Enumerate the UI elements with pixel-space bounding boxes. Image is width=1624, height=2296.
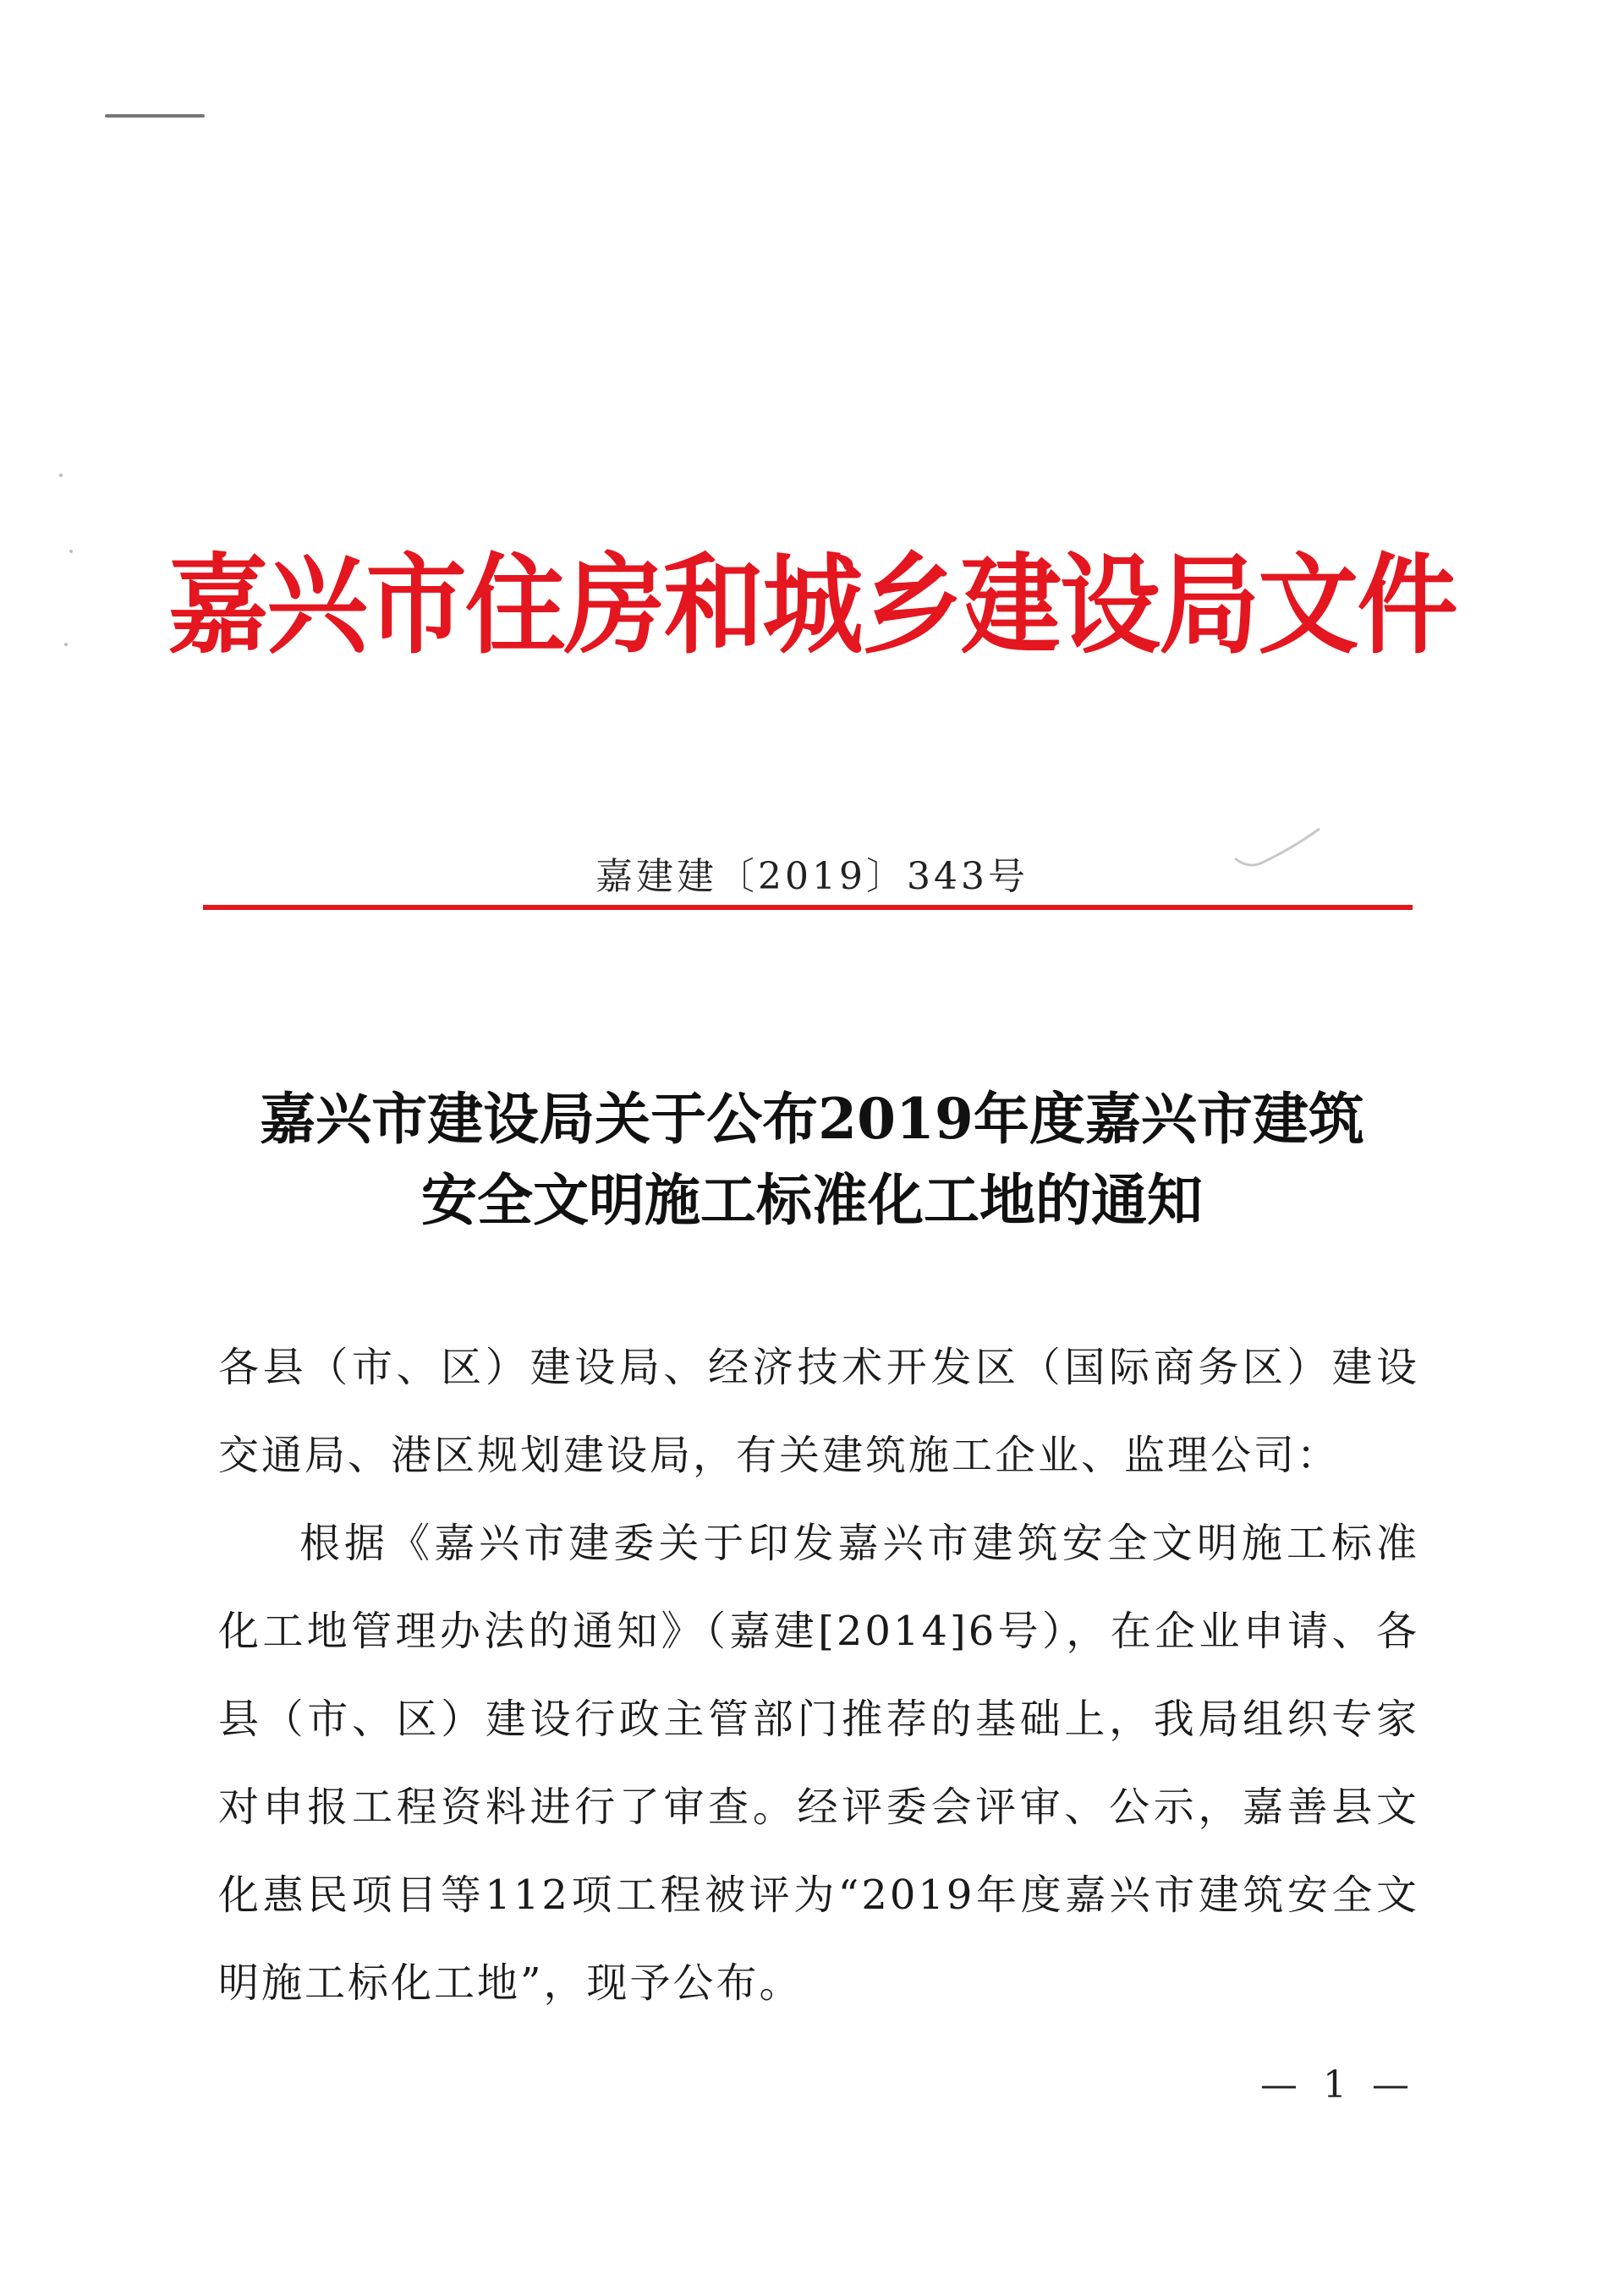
- page-number: — 1 —: [1260, 2063, 1416, 2107]
- letterhead-title: 嘉兴市住房和城乡建设局文件: [167, 542, 1457, 669]
- red-divider-line: [203, 905, 1413, 910]
- scan-mark: [105, 114, 205, 118]
- document-body: [218, 1323, 1419, 2027]
- title-line-1: 嘉兴市建设局关于公布2019年度嘉兴市建筑: [260, 1086, 1364, 1152]
- title-line-2: 安全文明施工标准化工地的通知: [421, 1167, 1203, 1233]
- scan-speck: [59, 474, 63, 477]
- document-number: 嘉建建〔2019〕343号: [595, 855, 1029, 898]
- addressee-paragraph: 各县（市、区）建设局、经济技术开发区（国际商务区）建设交通局、港区规划建设局，有关建筑施工企业、监理公司：: [218, 1344, 1419, 1479]
- check-mark-icon: [1231, 825, 1324, 875]
- document-title: [0, 1078, 1624, 1241]
- body-paragraph: 根据《嘉兴市建委关于印发嘉兴市建筑安全文明施工标准化工地管理办法的通知》（嘉建[2014]6号），在企业申请、各县（市、区）建设行政主管部门推荐的基础上，我局组织专家对申报工程资料进行了审查。经评委会评审、公示，嘉善县文化惠民项目等112项工程被评为“2019年度嘉兴市建筑安全文明施工标化工地”，现予公布。: [218, 1520, 1419, 2007]
